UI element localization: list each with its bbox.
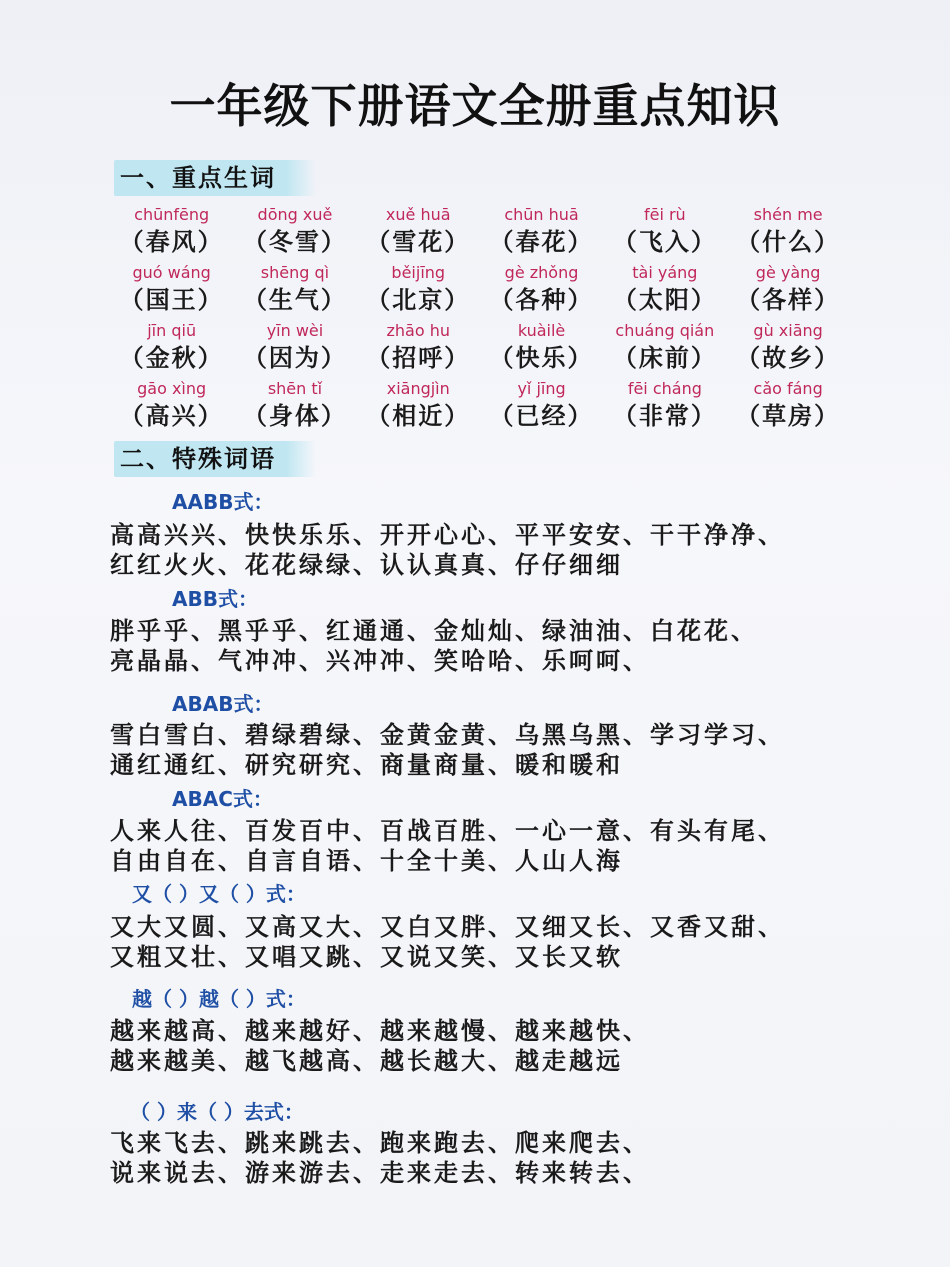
vocab-item xyxy=(110,378,233,436)
vocab-pinyin: shēng qì xyxy=(260,263,330,282)
vocab-word: （什么） xyxy=(736,227,841,256)
vocab-item xyxy=(233,204,356,262)
vocab-word: （飞入） xyxy=(612,227,717,256)
pattern-line: 亮晶晶、气冲冲、兴冲冲、笑哈哈、乐呵呵、 xyxy=(110,646,650,675)
vocab-word: （非常） xyxy=(612,401,717,430)
vocab-pinyin: chūn huā xyxy=(504,205,579,224)
vocab-item xyxy=(480,262,603,320)
vocab-word: （已经） xyxy=(489,401,594,430)
vocab-item xyxy=(726,378,849,436)
pattern-label: AABB式： xyxy=(172,490,274,514)
vocab-word: （故乡） xyxy=(736,343,841,372)
vocab-pinyin: yǐ jīng xyxy=(517,379,566,398)
vocab-item xyxy=(110,262,233,320)
pattern-label: ABAB式： xyxy=(172,692,274,716)
vocab-pinyin: fēi cháng xyxy=(627,379,702,398)
vocab-word: （金秋） xyxy=(119,343,224,372)
section-heading-key-vocab: 一、重点生词 xyxy=(114,160,316,196)
pattern-line: 越来越美、越飞越高、越长越大、越走越远 xyxy=(110,1046,623,1075)
vocab-pinyin: fēi rù xyxy=(643,205,686,224)
vocab-item xyxy=(357,378,480,436)
pattern-line: 说来说去、游来游去、走来走去、转来转去、 xyxy=(110,1158,650,1187)
vocab-item xyxy=(357,262,480,320)
pattern-line: 越来越高、越来越好、越来越慢、越来越快、 xyxy=(110,1016,650,1045)
vocab-word: （春花） xyxy=(489,227,594,256)
vocab-pinyin: dōng xuě xyxy=(257,205,333,224)
pattern-line: 人来人往、百发百中、百战百胜、一心一意、有头有尾、 xyxy=(110,816,785,845)
pattern-line: 胖乎乎、黑乎乎、红通通、金灿灿、绿油油、白花花、 xyxy=(110,616,758,645)
vocab-pinyin: gāo xìng xyxy=(137,379,207,398)
vocab-word: （太阳） xyxy=(612,285,717,314)
vocab-item xyxy=(233,320,356,378)
vocab-pinyin: yīn wèi xyxy=(266,321,324,340)
page-title: 一年级下册语文全册重点知识 xyxy=(169,79,781,133)
pattern-line: 飞来飞去、跳来跳去、跑来跑去、爬来爬去、 xyxy=(110,1128,650,1157)
pattern-line: 雪白雪白、碧绿碧绿、金黄金黄、乌黑乌黑、学习学习、 xyxy=(110,720,785,749)
vocab-pinyin: tài yáng xyxy=(632,263,698,282)
vocab-item xyxy=(480,320,603,378)
vocab-word: （草房） xyxy=(736,401,841,430)
vocab-grid xyxy=(110,204,850,436)
vocab-item xyxy=(480,204,603,262)
vocab-item xyxy=(726,204,849,262)
pattern-line: 通红通红、研究研究、商量商量、暖和暖和 xyxy=(110,750,623,779)
vocab-item xyxy=(603,262,726,320)
section-heading-special-words: 二、特殊词语 xyxy=(114,441,316,477)
vocab-word: （身体） xyxy=(242,401,347,430)
vocab-pinyin: chuáng qián xyxy=(615,321,715,340)
vocab-item xyxy=(603,378,726,436)
vocab-pinyin: běijīng xyxy=(391,263,446,282)
pattern-label: 又（ ）又（ ）式： xyxy=(132,882,306,906)
pattern-line: 高高兴兴、快快乐乐、开开心心、平平安安、干干净净、 xyxy=(110,520,785,549)
vocab-item xyxy=(110,320,233,378)
vocab-word: （高兴） xyxy=(119,401,224,430)
vocab-item xyxy=(357,204,480,262)
pattern-label: （ ）来（ ）去式： xyxy=(130,1100,304,1124)
vocab-word: （雪花） xyxy=(366,227,471,256)
pattern-label: ABB式： xyxy=(172,587,258,611)
vocab-word: （因为） xyxy=(242,343,347,372)
vocab-item xyxy=(603,320,726,378)
vocab-item xyxy=(726,262,849,320)
pattern-line: 又大又圆、又高又大、又白又胖、又细又长、又香又甜、 xyxy=(110,912,785,941)
vocab-item xyxy=(480,378,603,436)
vocab-pinyin: guó wáng xyxy=(132,263,211,282)
vocab-word: （生气） xyxy=(242,285,347,314)
vocab-word: （春风） xyxy=(119,227,224,256)
vocab-pinyin: jīn qiū xyxy=(147,321,197,340)
vocab-pinyin: shēn tǐ xyxy=(267,379,323,398)
vocab-pinyin: zhāo hu xyxy=(386,321,450,340)
vocab-word: （各种） xyxy=(489,285,594,314)
vocab-item xyxy=(233,378,356,436)
vocab-pinyin: chūnfēng xyxy=(134,205,210,224)
vocab-pinyin: gù xiāng xyxy=(753,321,823,340)
vocab-word: （北京） xyxy=(366,285,471,314)
vocab-word: （快乐） xyxy=(489,343,594,372)
vocab-word: （床前） xyxy=(612,343,717,372)
vocab-word: （相近） xyxy=(366,401,471,430)
vocab-pinyin: xiāngjìn xyxy=(386,379,450,398)
vocab-pinyin: gè yàng xyxy=(755,263,821,282)
vocab-pinyin: gè zhǒng xyxy=(504,263,579,282)
vocab-item xyxy=(357,320,480,378)
vocab-item xyxy=(726,320,849,378)
vocab-pinyin: xuě huā xyxy=(385,205,451,224)
pattern-label: ABAC式： xyxy=(172,787,273,811)
pattern-line: 又粗又壮、又唱又跳、又说又笑、又长又软 xyxy=(110,942,623,971)
vocab-word: （国王） xyxy=(119,285,224,314)
vocab-pinyin: cǎo fáng xyxy=(753,379,823,398)
vocab-item xyxy=(233,262,356,320)
vocab-word: （招呼） xyxy=(366,343,471,372)
vocab-word: （各样） xyxy=(736,285,841,314)
vocab-item xyxy=(110,204,233,262)
pattern-line: 红红火火、花花绿绿、认认真真、仔仔细细 xyxy=(110,550,623,579)
pattern-line: 自由自在、自言自语、十全十美、人山人海 xyxy=(110,846,623,875)
vocab-item xyxy=(603,204,726,262)
pattern-label: 越（ ）越（ ）式： xyxy=(132,987,306,1011)
vocab-pinyin: kuàilè xyxy=(517,321,566,340)
vocab-word: （冬雪） xyxy=(242,227,347,256)
vocab-pinyin: shén me xyxy=(753,205,823,224)
